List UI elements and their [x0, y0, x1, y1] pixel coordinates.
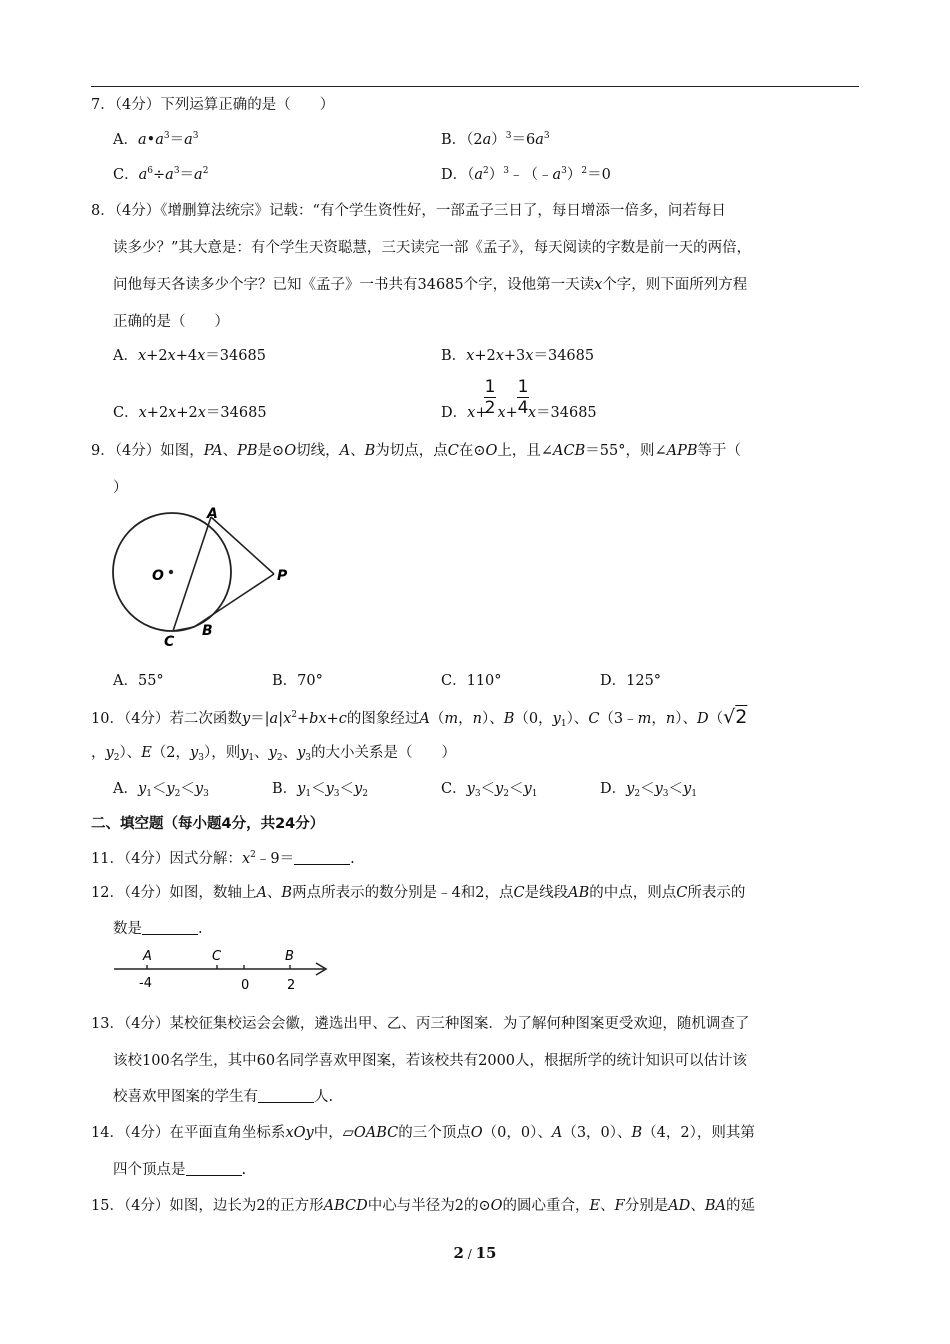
q7-stem: 7．（4分）下列运算正确的是（ ）	[91, 97, 335, 113]
q12-stem: 12．（4分）如图，数轴上A、B两点所表示的数分别是﹣4和2，点C是线段AB的中点，则点C所表示的	[91, 885, 746, 901]
q10-option-d[interactable]: D．$y_2<y_3<y_1$	[600, 781, 697, 799]
q11-stem: 11．（4分）因式分解：$x^2﹣9=$ .	[91, 850, 355, 867]
q9-tangent-pb	[194, 574, 274, 627]
q7-option-d[interactable]: D．$(a^2)^3﹣(﹣a^3)^2=0$	[441, 166, 611, 183]
q15-stem: 15．（4分）如图，边长为2的正方形ABCD中心与半径为2的⊙O的圆心重合，E、F分别是AD、BA的延	[91, 1198, 755, 1214]
q9-tangent-pa	[211, 517, 274, 574]
q8-option-b[interactable]: B．x+2x+3x＝34685	[441, 348, 595, 364]
q12-stem-line2: 数是 .	[113, 921, 203, 937]
q9-label-p: P	[277, 568, 288, 584]
q9-center-dot	[169, 570, 173, 574]
q12-answer-blank[interactable]	[142, 920, 198, 935]
q10-option-c[interactable]: C．$y_3<y_2<y_1$	[441, 781, 538, 799]
q9-circle-figure	[105, 500, 305, 655]
q9-label-b: B	[202, 623, 213, 639]
q9-label-o: O	[152, 568, 164, 584]
q14-stem-line2: 四个顶点是 .	[113, 1162, 247, 1178]
q12-tick-label-zero: 0	[241, 978, 250, 992]
q9-label-a: A	[207, 506, 218, 522]
q10-option-a[interactable]: A．$y_1<y_2<y_3$	[113, 781, 209, 799]
q8-option-a[interactable]: A．x+2x+4x＝34685	[113, 348, 266, 364]
q7-option-b[interactable]: B．$(2a)^3=6a^3$	[441, 131, 550, 148]
q13-line2: 该校100名学生，其中60名同学喜欢甲图案，若该校共有2000人，根据所学的统计知识可以估计该	[113, 1053, 748, 1069]
q9-option-b[interactable]: B．70°	[272, 673, 323, 689]
q14-stem: 14．（4分）在平面直角坐标系xOy中，▱OABC的三个顶点O（0，0）、A（3，0）、B（4，2），则其第	[91, 1125, 755, 1141]
q13-answer-blank[interactable]	[258, 1088, 314, 1103]
q8-option-c[interactable]: C．x+2x+2x＝34685	[113, 405, 267, 421]
q7-option-a[interactable]: A．$a•a^3=a^3$	[113, 131, 199, 148]
q9-option-d[interactable]: D．125°	[600, 673, 662, 689]
q10-option-b[interactable]: B．$y_1<y_3<y_2$	[272, 781, 368, 799]
q9-option-c[interactable]: C．110°	[441, 673, 502, 689]
q12-number-line	[110, 942, 335, 992]
q8-line3: 问他每天各读多少个字？已知《孟子》一书共有34685个字，设他第一天读x个字，则下面所列方程	[113, 277, 748, 293]
q10-stem: 10．（4分）若二次函数$y=|a|x^2+bx+c$的图象经过A（m，n）、B（0，$y_1$）、C（3﹣m，n）、D（√2	[91, 706, 748, 729]
q8-option-d[interactable]: D．x+ x+ x＝34685	[441, 405, 597, 421]
q9-option-a[interactable]: A．55°	[113, 673, 164, 689]
page-number: 2 / 15	[453, 1244, 497, 1262]
q13-line3: 校喜欢甲图案的学生有 人.	[113, 1089, 334, 1105]
q12-label-b: B	[285, 949, 294, 964]
q9-stem: 9．（4分）如图，PA、PB是⊙O切线，A、B为切点，点C在⊙O上，且∠ACB＝55°，则∠APB等于（	[91, 443, 742, 459]
q8-line1: 8．（4分）《增删算法统宗》记载：“有个学生资性好，一部孟子三日了，每日增添一倍多，问若每日	[91, 203, 726, 219]
q8-line2: 读多少？”其大意是：有个学生天资聪慧，三天读完一部《孟子》，每天阅读的字数是前一天的两倍，	[113, 240, 752, 256]
q10-sqrt-2: √2	[723, 706, 748, 728]
q8-fraction-quarter: 1 4	[517, 377, 529, 418]
header-rule	[91, 86, 859, 87]
q7-option-c[interactable]: C．$a^6\div a^3=a^2$	[113, 166, 209, 183]
q12-tick-label-neg4: -4	[139, 976, 152, 991]
q10-stem-line2: ，$y_2$）、E（2，$y_3$），则$y_1$、$y_2$、$y_3$的大小关系是（ ）	[91, 745, 457, 763]
q12-label-a: A	[143, 949, 152, 964]
q13-line1: 13．（4分）某校征集校运会会徽，遴选出甲、乙、丙三种图案．为了解何种图案更受欢迎，随机调查了	[91, 1016, 750, 1032]
q8-line4: 正确的是（ ）	[113, 314, 229, 330]
section-title-fill-in: 二、填空题（每小题4分，共24分）	[91, 816, 325, 832]
q12-label-c: C	[212, 949, 222, 964]
q9-chord-ac	[173, 517, 211, 631]
q8-fraction-half: 1 2	[484, 377, 496, 418]
q14-answer-blank[interactable]	[186, 1161, 242, 1176]
q9-stem-close: ）	[113, 480, 128, 496]
q11-answer-blank[interactable]	[294, 850, 350, 865]
q12-tick-label-two: 2	[287, 978, 296, 992]
q9-label-c: C	[164, 634, 175, 650]
